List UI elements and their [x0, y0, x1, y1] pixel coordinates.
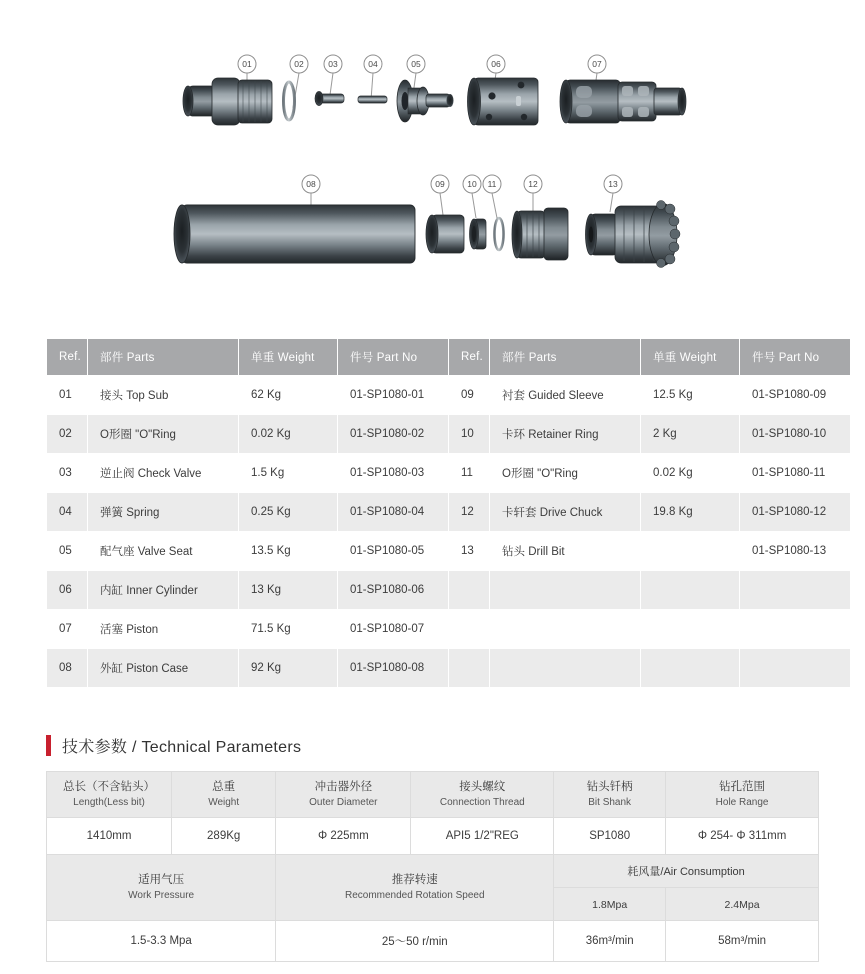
cell-partno-left: 01-SP1080-03 [338, 454, 448, 492]
technical-parameters-table [46, 771, 819, 962]
cell-partno-right [740, 649, 850, 687]
callout-12: 12 [528, 179, 538, 190]
cell-ref-right [449, 610, 489, 648]
header-ref-left: Ref. [47, 339, 87, 375]
cell-part-left: 活塞 Piston [88, 610, 238, 648]
cell-partno-left: 01-SP1080-06 [338, 571, 448, 609]
part-shape-08 [174, 205, 415, 263]
cell-partno-right: 01-SP1080-11 [740, 454, 850, 492]
cell-ref-right [449, 571, 489, 609]
cell-partno-right [740, 610, 850, 648]
header-weight-right: 单重 Weight [641, 339, 739, 375]
tech-value-work-pressure: 1.5-3.3 Mpa [47, 920, 276, 961]
tech-header-row-2-group [47, 854, 819, 887]
tech-header-air-consumption-group [554, 854, 819, 887]
cell-weight-left: 62 Kg [239, 376, 337, 414]
cell-weight-right: 0.02 Kg [641, 454, 739, 492]
cell-ref-left: 04 [47, 493, 87, 531]
tech-header-hole-range: 钻孔范围 Hole Range [666, 772, 819, 818]
cell-partno-right: 01-SP1080-12 [740, 493, 850, 531]
tech-value-connection-thread: API5 1/2"REG [411, 817, 554, 854]
tech-header-connection-thread: 接头螺纹 Connection Thread [411, 772, 554, 818]
cell-ref-left: 07 [47, 610, 87, 648]
part-shape-05 [397, 80, 454, 122]
cell-weight-left: 13 Kg [239, 571, 337, 609]
cell-ref-left: 06 [47, 571, 87, 609]
air-group-sep: / [660, 865, 664, 878]
part-shape-11 [495, 218, 504, 250]
header-partno-right: 件号 Part No [740, 339, 850, 375]
table-row [47, 532, 850, 570]
cell-part-left: 内缸 Inner Cylinder [88, 571, 238, 609]
callout-10: 10 [467, 179, 477, 190]
cell-ref-left: 05 [47, 532, 87, 570]
table-row [47, 415, 850, 453]
cell-ref-left: 02 [47, 415, 87, 453]
cell-ref-left: 08 [47, 649, 87, 687]
cell-part-right [490, 610, 640, 648]
tech-value-length: 1410mm [47, 817, 172, 854]
callout-05: 05 [411, 59, 421, 70]
tech-header-rotation-speed: 推荐转速 Recommended Rotation Speed [276, 854, 554, 920]
part-shape-03 [315, 92, 344, 106]
technical-parameters-section [46, 771, 819, 962]
callout-11: 11 [487, 179, 497, 190]
tech-header-air-24mpa: 2.4Mpa [666, 887, 819, 920]
cell-partno-right: 01-SP1080-10 [740, 415, 850, 453]
cell-partno-left: 01-SP1080-05 [338, 532, 448, 570]
part-shape-09 [426, 215, 464, 253]
cell-weight-left: 0.02 Kg [239, 415, 337, 453]
section-title-cn: 技术参数 [62, 739, 128, 756]
tech-header-air-18mpa: 1.8Mpa [554, 887, 666, 920]
tech-header-bit-shank: 钻头钎柄 Bit Shank [554, 772, 666, 818]
accent-bar-icon [46, 735, 51, 756]
cell-weight-left: 71.5 Kg [239, 610, 337, 648]
tech-header-row-1 [47, 772, 819, 818]
callout-03: 03 [328, 59, 338, 70]
cell-weight-right: 2 Kg [641, 415, 739, 453]
cell-partno-left: 01-SP1080-04 [338, 493, 448, 531]
tech-value-row-1 [47, 817, 819, 854]
tech-value-bit-shank: SP1080 [554, 817, 666, 854]
cell-ref-right: 11 [449, 454, 489, 492]
header-ref-right: Ref. [449, 339, 489, 375]
cell-weight-right [641, 649, 739, 687]
tech-value-outer-diameter: Φ 225mm [276, 817, 411, 854]
tech-value-air-18mpa: 36m³/min [554, 920, 666, 961]
cell-ref-right [449, 649, 489, 687]
cell-ref-left: 03 [47, 454, 87, 492]
cell-weight-right [641, 532, 739, 570]
callout-09: 09 [435, 179, 445, 190]
cell-part-right [490, 571, 640, 609]
cell-part-left: 外缸 Piston Case [88, 649, 238, 687]
part-shape-10 [470, 219, 487, 249]
cell-partno-left: 01-SP1080-07 [338, 610, 448, 648]
tech-value-hole-range: Φ 254- Φ 311mm [666, 817, 819, 854]
table-row [47, 610, 850, 648]
cell-weight-left: 92 Kg [239, 649, 337, 687]
cell-partno-left: 01-SP1080-02 [338, 415, 448, 453]
tech-value-rotation-speed: 25～50 r/min [276, 920, 554, 961]
cell-part-left: 接头 Top Sub [88, 376, 238, 414]
cell-part-left: 弹簧 Spring [88, 493, 238, 531]
cell-part-left: 配气座 Valve Seat [88, 532, 238, 570]
header-parts-left: 部件 Parts [88, 339, 238, 375]
callout-01: 01 [242, 59, 252, 70]
callout-04: 04 [368, 59, 378, 70]
cell-part-left: 逆止阀 Check Valve [88, 454, 238, 492]
callout-13: 13 [608, 179, 618, 190]
cell-weight-right: 19.8 Kg [641, 493, 739, 531]
cell-weight-right [641, 571, 739, 609]
cell-ref-left: 01 [47, 376, 87, 414]
callout-06: 06 [491, 59, 501, 70]
table-row [47, 493, 850, 531]
air-group-en: Air Consumption [663, 865, 745, 878]
tech-header-length: 总长（不含钻头） Length(Less bit) [47, 772, 172, 818]
tech-value-weight: 289Kg [172, 817, 276, 854]
parts-table-header-row [47, 339, 850, 375]
exploded-parts-diagram [0, 0, 865, 310]
header-parts-right: 部件 Parts [490, 339, 640, 375]
tech-header-weight: 总重 Weight [172, 772, 276, 818]
part-shape-04 [358, 96, 387, 103]
cell-ref-right: 13 [449, 532, 489, 570]
cell-part-right: 卡轩套 Drive Chuck [490, 493, 640, 531]
air-group-cn: 耗风量 [627, 865, 661, 878]
section-title-en: Technical Parameters [141, 739, 302, 756]
callout-02: 02 [294, 59, 304, 70]
cell-partno-right: 01-SP1080-13 [740, 532, 850, 570]
cell-weight-left: 1.5 Kg [239, 454, 337, 492]
cell-weight-left: 13.5 Kg [239, 532, 337, 570]
header-partno-left: 件号 Part No [338, 339, 448, 375]
part-shape-12 [512, 208, 568, 260]
table-row [47, 571, 850, 609]
cell-part-right [490, 649, 640, 687]
cell-partno-left: 01-SP1080-08 [338, 649, 448, 687]
parts-table [46, 338, 851, 688]
part-shape-01 [183, 78, 272, 125]
part-shape-06 [468, 78, 539, 125]
parts-list-section [46, 310, 827, 688]
cell-ref-right: 12 [449, 493, 489, 531]
cell-part-right: 衬套 Guided Sleeve [490, 376, 640, 414]
table-row [47, 376, 850, 414]
cell-weight-right: 12.5 Kg [641, 376, 739, 414]
table-row [47, 454, 850, 492]
cell-part-right: 卡环 Retainer Ring [490, 415, 640, 453]
callout-07: 07 [592, 59, 602, 70]
cell-partno-right: 01-SP1080-09 [740, 376, 850, 414]
header-weight-left: 单重 Weight [239, 339, 337, 375]
technical-parameters-heading [46, 734, 865, 757]
tech-header-outer-diameter: 冲击器外径 Outer Diameter [276, 772, 411, 818]
section-title-text [62, 734, 301, 757]
cell-part-right: 钻头 Drill Bit [490, 532, 640, 570]
cell-weight-left: 0.25 Kg [239, 493, 337, 531]
cell-part-right: O形圈 "O"Ring [490, 454, 640, 492]
cell-partno-right [740, 571, 850, 609]
cell-ref-right: 09 [449, 376, 489, 414]
cell-part-left: O形圈 "O"Ring [88, 415, 238, 453]
section-title-separator: / [127, 739, 142, 756]
cell-weight-right [641, 610, 739, 648]
tech-value-air-24mpa: 58m³/min [666, 920, 819, 961]
part-shape-07 [560, 80, 686, 123]
cell-partno-left: 01-SP1080-01 [338, 376, 448, 414]
part-shape-13 [586, 201, 681, 268]
tech-value-row-2 [47, 920, 819, 961]
part-shape-02 [284, 82, 295, 120]
table-row [47, 649, 850, 687]
callout-08: 08 [306, 179, 316, 190]
tech-header-work-pressure: 适用气压 Work Pressure [47, 854, 276, 920]
cell-ref-right: 10 [449, 415, 489, 453]
